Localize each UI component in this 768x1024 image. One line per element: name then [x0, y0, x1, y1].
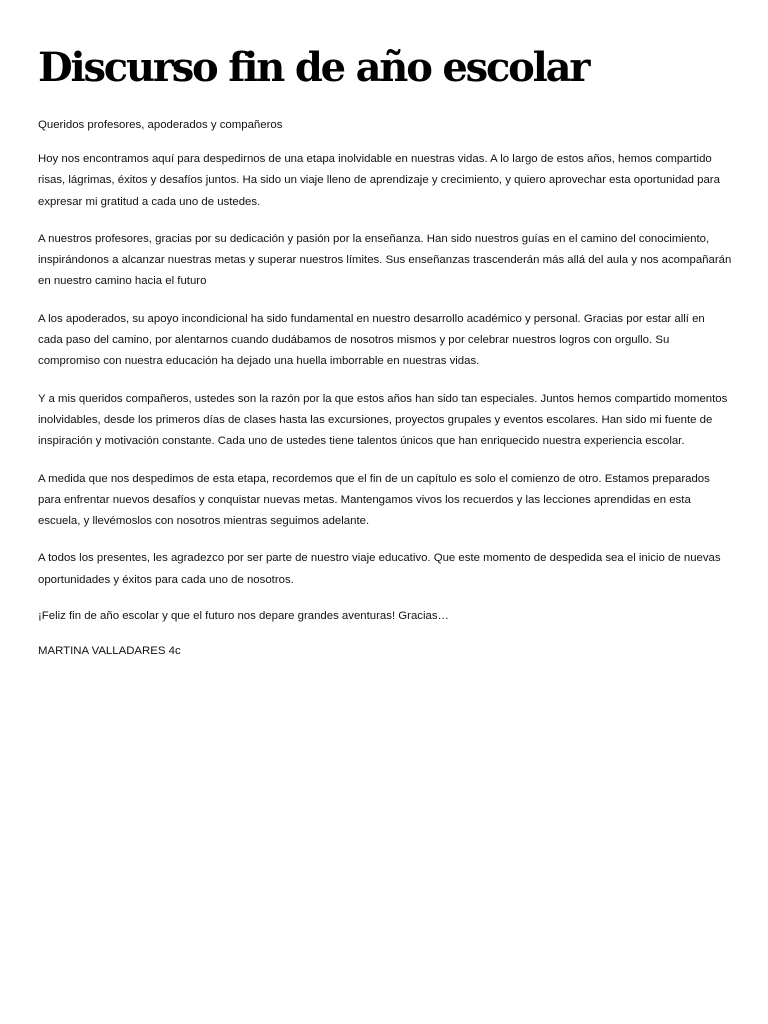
document-page	[38, 0, 732, 659]
paragraph-guardians: A los apoderados, su apoyo incondicional ha sido fundamental en nuestro desarrollo académico y personal. Gracias por estar allí en cada paso del camino, por alentarnos cuando dudábamos de nosotros mismos y por celebrar nuestros logros con orgullo. Su compromiso con nuestra educación ha dejado una huella imborrable en nuestras vidas.	[38, 312, 705, 368]
paragraph-teachers: A nuestros profesores, gracias por su dedicación y pasión por la enseñanza. Han sido nuestros guías en el camino del conocimiento, inspirándonos a alcanzar nuestras metas y superar nuestros límites. Sus enseñanzas trascenderán más allá del aula y nos acompañarán en nuestro camino hacia el futuro	[38, 232, 732, 288]
paragraph-farewell: A medida que nos despedimos de esta etapa, recordemos que el fin de un capítulo es solo el comienzo de otro. Estamos preparados para enfrentar nuevos desafíos y conquistar nuevas metas. Mantengamos vivos los recuerdos y las lecciones aprendidas en esta escuela, y llevémoslos con nosotros mientras seguimos adelante.	[38, 472, 710, 528]
paragraph-thanks: A todos los presentes, les agradezco por ser parte de nuestro viaje educativo. Que este momento de despedida sea el inicio de nuevas oportunidades y éxitos para cada uno de nosotros.	[38, 552, 721, 586]
salutation: Queridos profesores, apoderados y compañeros	[38, 119, 283, 131]
signature: MARTINA VALLADARES 4c	[38, 645, 181, 658]
paragraph-intro: Hoy nos encontramos aquí para despedirnos de una etapa inolvidable en nuestras vidas. A lo largo de estos años, hemos compartido risas, lágrimas, éxitos y desafíos juntos. Ha sido un viaje lleno de aprendizaje y crecimiento, y quiero aprovechar esta oportunidad para expresar mi gratitud a cada uno de ustedes.	[38, 153, 720, 208]
paragraph-classmates: Y a mis queridos compañeros, ustedes son la razón por la que estos años han sido tan especiales. Juntos hemos compartido momentos inolvidables, desde los primeros días de clases hasta las excursiones, proyectos grupales y eventos escolares. Han sido mi fuente de inspiración y motivación constante. Cada uno de ustedes tiene talentos únicos que han enriquecido nuestra experiencia escolar.	[38, 392, 728, 448]
document-title: Discurso fin de año escolar	[38, 44, 589, 91]
closing-line: ¡Feliz fin de año escolar y que el futuro nos depare grandes aventuras! Gracias…	[38, 610, 449, 623]
